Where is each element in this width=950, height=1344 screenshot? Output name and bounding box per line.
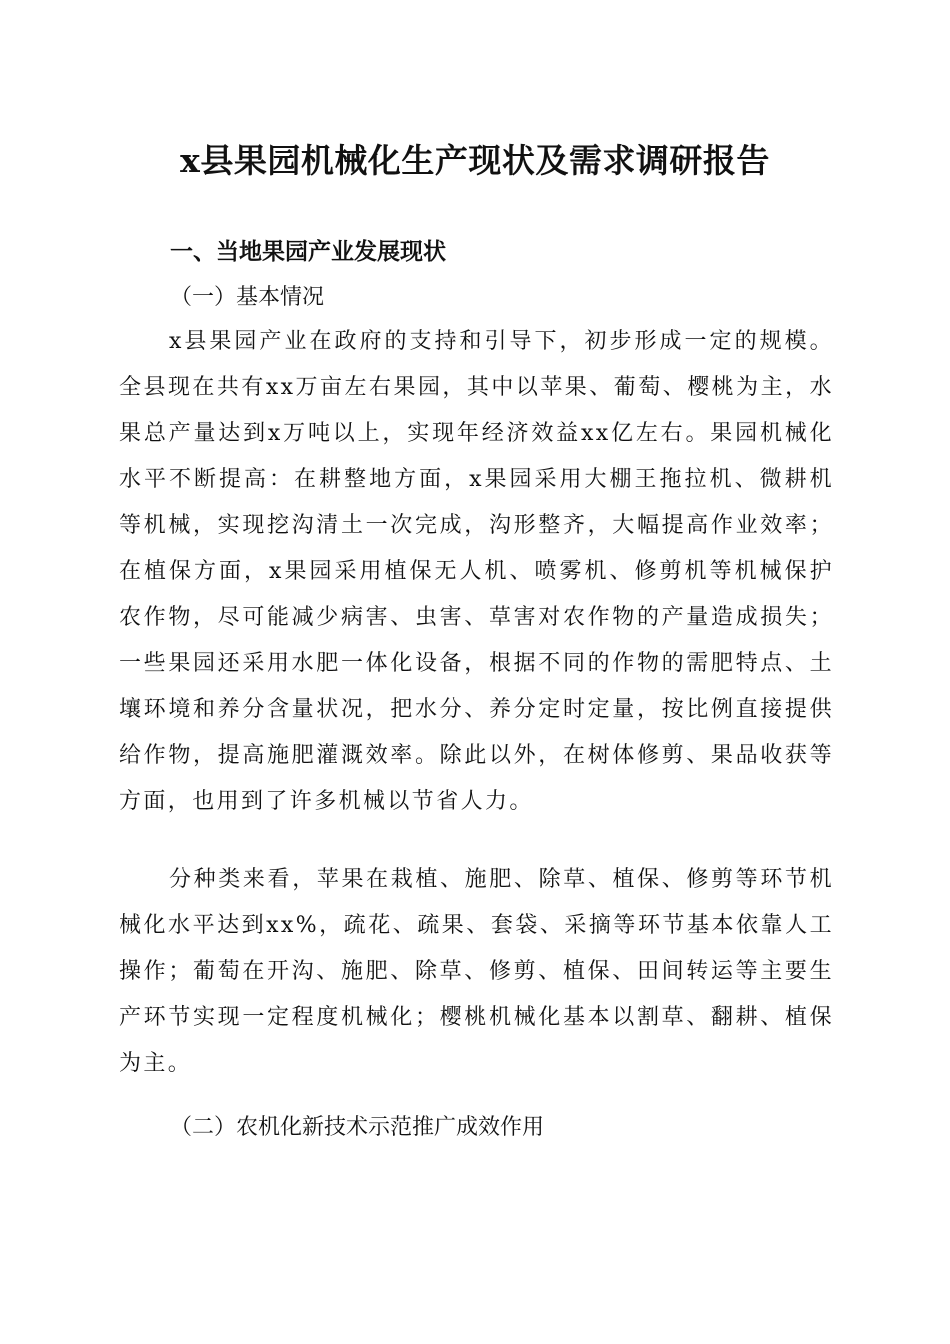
document-title: x县果园机械化生产现状及需求调研报告 [180,141,770,180]
subsection-heading-tech: （二）农机化新技术示范推广成效作用 [170,1115,545,1140]
body-paragraph: 分种类来看，苹果在栽植、施肥、除草、植保、修剪等环节机械化水平达到xx%，疏花、疏果、套袋、采摘等环节基本依靠人工操作；葡萄在开沟、施肥、除草、修剪、植保、田间转运等主要生产环节实现一定程度机械化；樱桃机械化基本以割草、翻耕、植保为主。 [119,867,834,1076]
section-heading: 一、当地果园产业发展现状 [170,239,446,265]
body-paragraph: x县果园产业在政府的支持和引导下，初步形成一定的规模。全县现在共有xx万亩左右果园，其中以苹果、葡萄、樱桃为主，水果总产量达到x万吨以上，实现年经济效益xx亿左右。果园机械化水平不断提高：在耕整地方面，x果园采用大棚王拖拉机、微耕机等机械，实现挖沟清土一次完成，沟形整齐，大幅提高作业效率；在植保方面，x果园采用植保无人机、喷雾机、修剪机等机械保护农作物，尽可能减少病害、虫害、草害对农作物的产量造成损失；一些果园还采用水肥一体化设备，根据不同的作物的需肥特点、土壤环境和养分含量状况，把水分、养分定时定量，按比例直接提供给作物，提高施肥灌溉效率。除此以外，在树体修剪、果品收获等方面，也用到了许多机械以节省人力。 [119,329,834,814]
subsection-heading-basic: （一）基本情况 [170,285,325,310]
